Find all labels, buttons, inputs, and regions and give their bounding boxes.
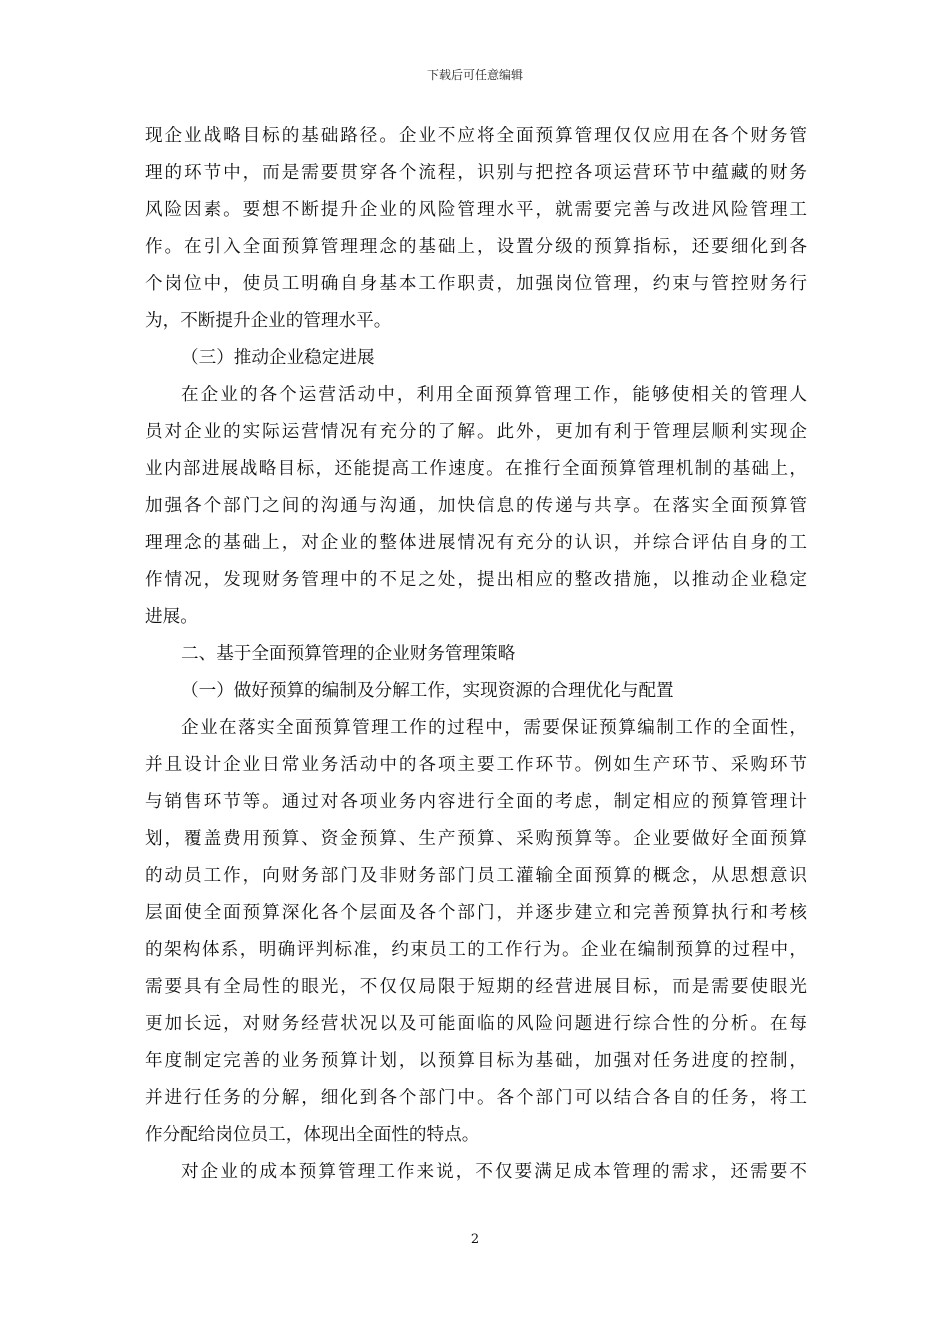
text-line: （三）推动企业稳定进展	[181, 348, 375, 368]
text-line: 个岗位中，使员工明确自身基本工作职责，加强岗位管理，约束与管控财务行	[145, 274, 807, 294]
text-line: 现企业战略目标的基础路径。企业不应将全面预算管理仅仅应用在各个财务管	[145, 126, 807, 146]
text-line: 业内部进展战略目标，还能提高工作速度。在推行全面预算管理机制的基础上，	[145, 459, 807, 479]
text-line: 年度制定完善的业务预算计划，以预算目标为基础，加强对任务进度的控制，	[145, 1051, 807, 1071]
text-line: 进展。	[145, 607, 198, 627]
paragraph	[145, 710, 807, 1154]
text-line: 为，不断提升企业的管理水平。	[145, 311, 392, 331]
text-line: 理的环节中，而是需要贯穿各个流程，识别与把控各项运营环节中蕴藏的财务	[145, 163, 807, 183]
text-line: 二、基于全面预算管理的企业财务管理策略	[181, 644, 516, 664]
text-line: 风险因素。要想不断提升企业的风险管理水平，就需要完善与改进风险管理工	[145, 200, 807, 220]
text-line: 作情况，发现财务管理中的不足之处，提出相应的整改措施，以推动企业稳定	[145, 570, 807, 590]
text-line: 的动员工作，向财务部门及非财务部门员工灌输全面预算的概念，从思想意识	[145, 866, 807, 886]
text-line: 理理念的基础上，对企业的整体进展情况有充分的认识，并综合评估自身的工	[145, 533, 807, 553]
paragraph	[145, 673, 807, 710]
paragraph	[145, 636, 807, 673]
text-line: 并进行任务的分解，细化到各个部门中。各个部门可以结合各自的任务，将工	[145, 1088, 807, 1108]
text-line: 层面使全面预算深化各个层面及各个部门，并逐步建立和完善预算执行和考核	[145, 903, 807, 923]
text-line: 对企业的成本预算管理工作来说，不仅要满足成本管理的需求，还需要不	[181, 1162, 807, 1182]
text-line: 在企业的各个运营活动中，利用全面预算管理工作，能够使相关的管理人	[181, 385, 807, 405]
text-line: 更加长远，对财务经营状况以及可能面临的风险问题进行综合性的分析。在每	[145, 1014, 807, 1034]
text-line: 企业在落实全面预算管理工作的过程中，需要保证预算编制工作的全面性，	[181, 718, 807, 738]
text-line: 作。在引入全面预算管理理念的基础上，设置分级的预算指标，还要细化到各	[145, 237, 807, 257]
text-line: 的架构体系，明确评判标准，约束员工的工作行为。企业在编制预算的过程中，	[145, 940, 807, 960]
paragraph	[145, 118, 807, 340]
page-header: 下载后可任意编辑	[426, 68, 523, 82]
paragraph	[145, 377, 807, 636]
text-line: 员对企业的实际运营情况有充分的了解。此外，更加有利于管理层顺利实现企	[145, 422, 807, 442]
paragraph	[145, 1154, 807, 1191]
text-line: （一）做好预算的编制及分解工作，实现资源的合理优化与配置	[181, 681, 674, 701]
page-number: 2	[470, 1232, 480, 1247]
text-line: 划，覆盖费用预算、资金预算、生产预算、采购预算等。企业要做好全面预算	[145, 829, 807, 849]
text-line: 加强各个部门之间的沟通与沟通，加快信息的传递与共享。在落实全面预算管	[145, 496, 807, 516]
document-body	[145, 118, 807, 1191]
paragraph	[145, 340, 807, 377]
text-line: 作分配给岗位员工，体现出全面性的特点。	[145, 1125, 480, 1145]
text-line: 需要具有全局性的眼光，不仅仅局限于短期的经营进展目标，而是需要使眼光	[145, 977, 807, 997]
text-line: 与销售环节等。通过对各项业务内容进行全面的考虑，制定相应的预算管理计	[145, 792, 807, 812]
text-line: 并且设计企业日常业务活动中的各项主要工作环节。例如生产环节、采购环节	[145, 755, 807, 775]
